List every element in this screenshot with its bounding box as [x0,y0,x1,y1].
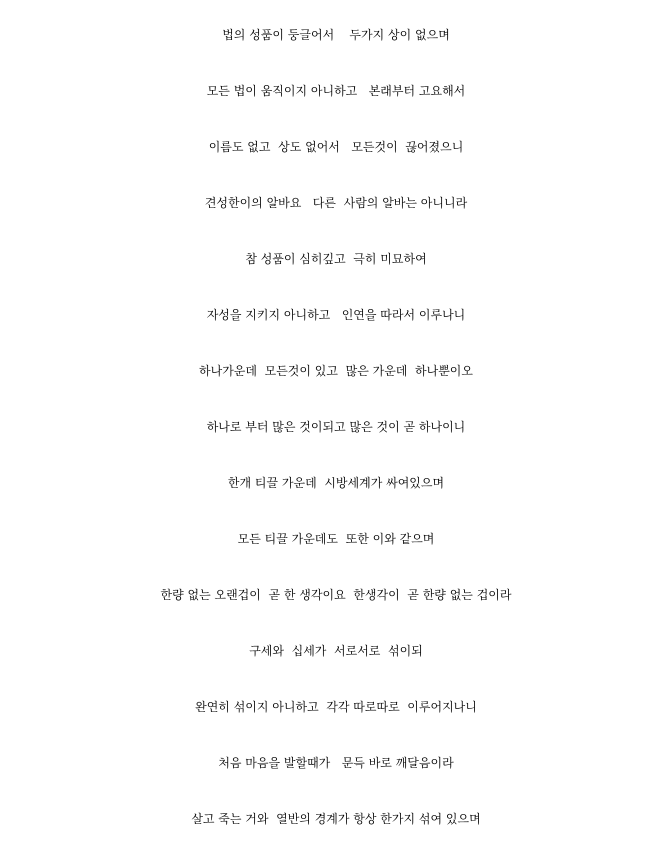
poem-line-2: 모든 법이 움직이지 아니하고 본래부터 고요해서 [206,84,466,98]
poem-line-7: 하나가운데 모든것이 있고 많은 가운데 하나뿐이오 [199,364,473,378]
poem-line-8: 하나로 부터 많은 것이되고 많은 것이 곧 하나이니 [206,420,466,434]
poem-line-10: 모든 티끌 가운데도 또한 이와 같으며 [237,532,435,546]
poem-line-5: 참 성품이 심히깊고 극히 미묘하여 [245,252,427,266]
poem-line-1: 법의 성품이 둥글어서 두가지 상이 없으며 [222,28,450,42]
poem-line-14: 처음 마음을 발할때가 문득 바로 깨달음이라 [218,756,454,770]
poem-line-13: 완연히 섞이지 아니하고 각각 따로따로 이루어지나니 [195,700,477,714]
poem-line-9: 한개 티끌 가운데 시방세계가 싸여있으며 [227,476,445,490]
poem-line-12: 구세와 십세가 서로서로 섞이되 [249,644,423,658]
poem-line-6: 자성을 지키지 아니하고 인연을 따라서 이루나니 [206,308,466,322]
poem-line-15: 살고 죽는 거와 열반의 경계가 항상 한가지 섞여 있으며 [191,812,481,826]
poem-line-4: 견성한이의 알바요 다른 사람의 알바는 아니니라 [204,196,468,210]
poem-line-3: 이름도 없고 상도 없어서 모든것이 끊어졌으니 [208,140,464,154]
poem-line-11: 한량 없는 오랜겁이 곧 한 생각이요 한생각이 곧 한량 없는 겁이라 [160,588,512,602]
